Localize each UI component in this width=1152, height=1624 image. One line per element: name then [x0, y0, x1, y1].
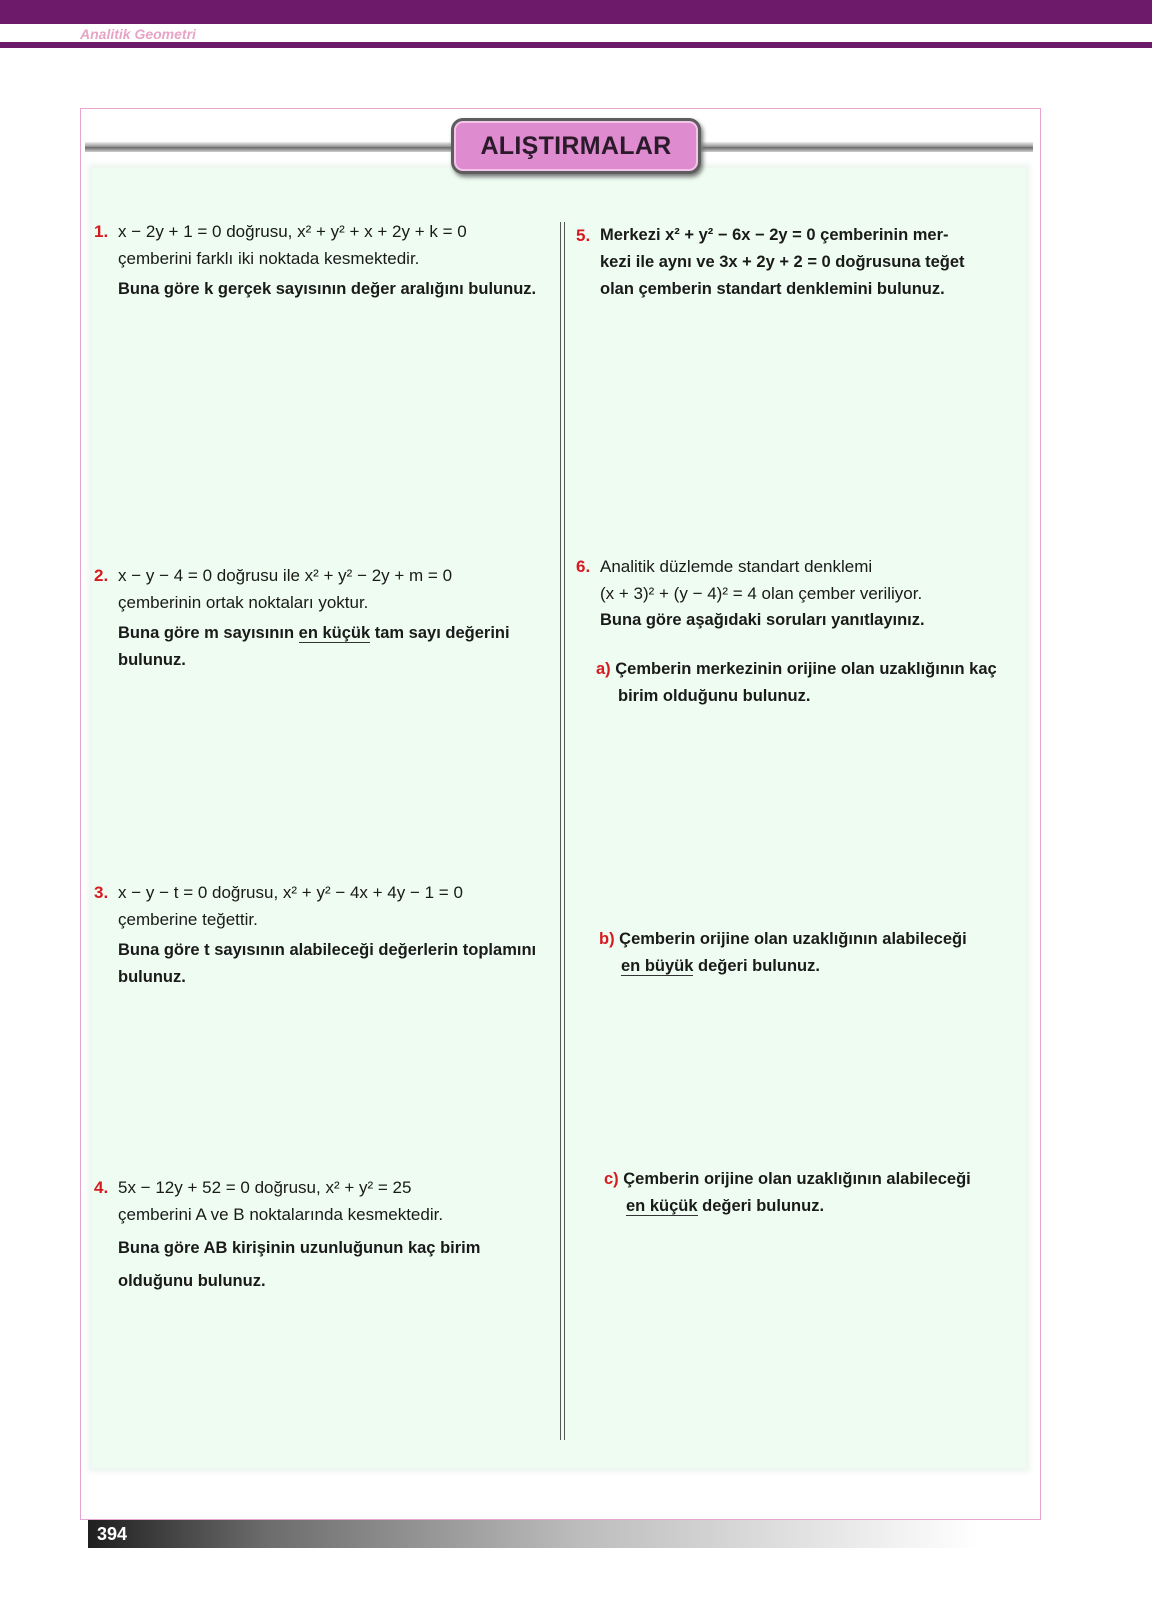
question-1 — [94, 218, 538, 303]
subquestion-text: Çemberin merkezinin orijine olan uzaklığının kaç — [615, 660, 997, 678]
question-number: 3. — [94, 883, 109, 902]
question-number: 2. — [94, 566, 109, 585]
question-number: 4. — [94, 1178, 109, 1197]
underlined-text: en büyük — [621, 957, 694, 975]
question-text: x − y − 4 = 0 doğrusu ile x² + y² − 2y + m = 0 — [118, 566, 453, 585]
subquestion-text: değeri bulunuz. — [693, 957, 820, 975]
question-text: Analitik düzlemde standart denklemi — [600, 557, 873, 576]
page-number: 394 — [97, 1524, 128, 1544]
question-text: kezi ile aynı ve 3x + 2y + 2 = 0 doğrusuna teğet — [600, 253, 965, 271]
subquestion-text: değeri bulunuz. — [697, 1197, 825, 1215]
question-prompt: Buna göre aşağıdaki soruları yanıtlayınız. — [600, 611, 925, 629]
question-5 — [576, 222, 1010, 303]
question-text: x − 2y + 1 = 0 doğrusu, x² + y² + x + 2y + k = 0 — [118, 222, 467, 241]
underlined-text: en küçük — [626, 1197, 698, 1215]
question-prompt: Buna göre AB kirişinin uzunluğunun kaç birim — [118, 1239, 481, 1257]
running-head: Analitik Geometri — [80, 26, 196, 42]
question-2 — [94, 562, 538, 674]
title-rule-left — [85, 142, 451, 152]
prompt-text: tam sayı değerini bulunuz. — [118, 624, 510, 669]
question-prompt: Buna göre k gerçek sayısının değer aralığını bulunuz. — [118, 280, 537, 298]
question-text: çemberini A ve B noktalarında kesmektedir. — [118, 1205, 444, 1224]
prompt-text: Buna göre m sayısının — [118, 624, 299, 642]
question-3 — [94, 879, 548, 991]
subquestion-text: birim olduğunu bulunuz. — [618, 687, 811, 705]
question-6b — [599, 926, 1019, 980]
question-prompt: Buna göre t sayısının alabileceği değerlerin toplamını bulunuz. — [118, 941, 537, 986]
question-text: 5x − 12y + 52 = 0 doğrusu, x² + y² = 25 — [118, 1178, 412, 1197]
title-rule-right — [700, 142, 1033, 152]
question-text: x − y − t = 0 doğrusu, x² + y² − 4x + 4y − 1 = 0 — [118, 883, 463, 902]
question-prompt: olduğunu bulunuz. — [118, 1272, 266, 1290]
question-text: (x + 3)² + (y − 4)² = 4 olan çember veriliyor. — [600, 584, 923, 603]
question-text: çemberinin ortak noktaları yoktur. — [118, 593, 369, 612]
question-text: çemberine teğettir. — [118, 910, 258, 929]
question-text: olan çemberin standart denklemini bulunuz. — [600, 280, 945, 298]
question-number: 6. — [576, 557, 591, 576]
subquestion-label: b) — [599, 930, 615, 948]
subquestion-label: c) — [604, 1170, 619, 1188]
question-6 — [576, 553, 1020, 634]
question-number: 5. — [576, 226, 591, 245]
column-divider — [560, 222, 565, 1440]
subquestion-text: Çemberin orijine olan uzaklığının alabileceği — [623, 1170, 971, 1188]
question-6a — [596, 656, 1026, 710]
question-prompt — [118, 620, 538, 674]
section-title: ALIŞTIRMALAR — [451, 118, 701, 174]
subquestion-label: a) — [596, 660, 611, 678]
question-number: 1. — [94, 222, 109, 241]
question-text: Merkezi x² + y² − 6x − 2y = 0 çemberinin mer- — [600, 226, 949, 244]
question-6c — [604, 1166, 1024, 1220]
question-4 — [94, 1174, 538, 1298]
question-text: çemberini farklı iki noktada kesmektedir. — [118, 249, 420, 268]
underlined-text: en küçük — [298, 624, 371, 642]
top-color-band — [0, 0, 1152, 24]
subquestion-text: Çemberin orijine olan uzaklığının alabileceği — [619, 930, 967, 948]
top-rule — [0, 42, 1152, 48]
footer-bar — [88, 1520, 978, 1548]
